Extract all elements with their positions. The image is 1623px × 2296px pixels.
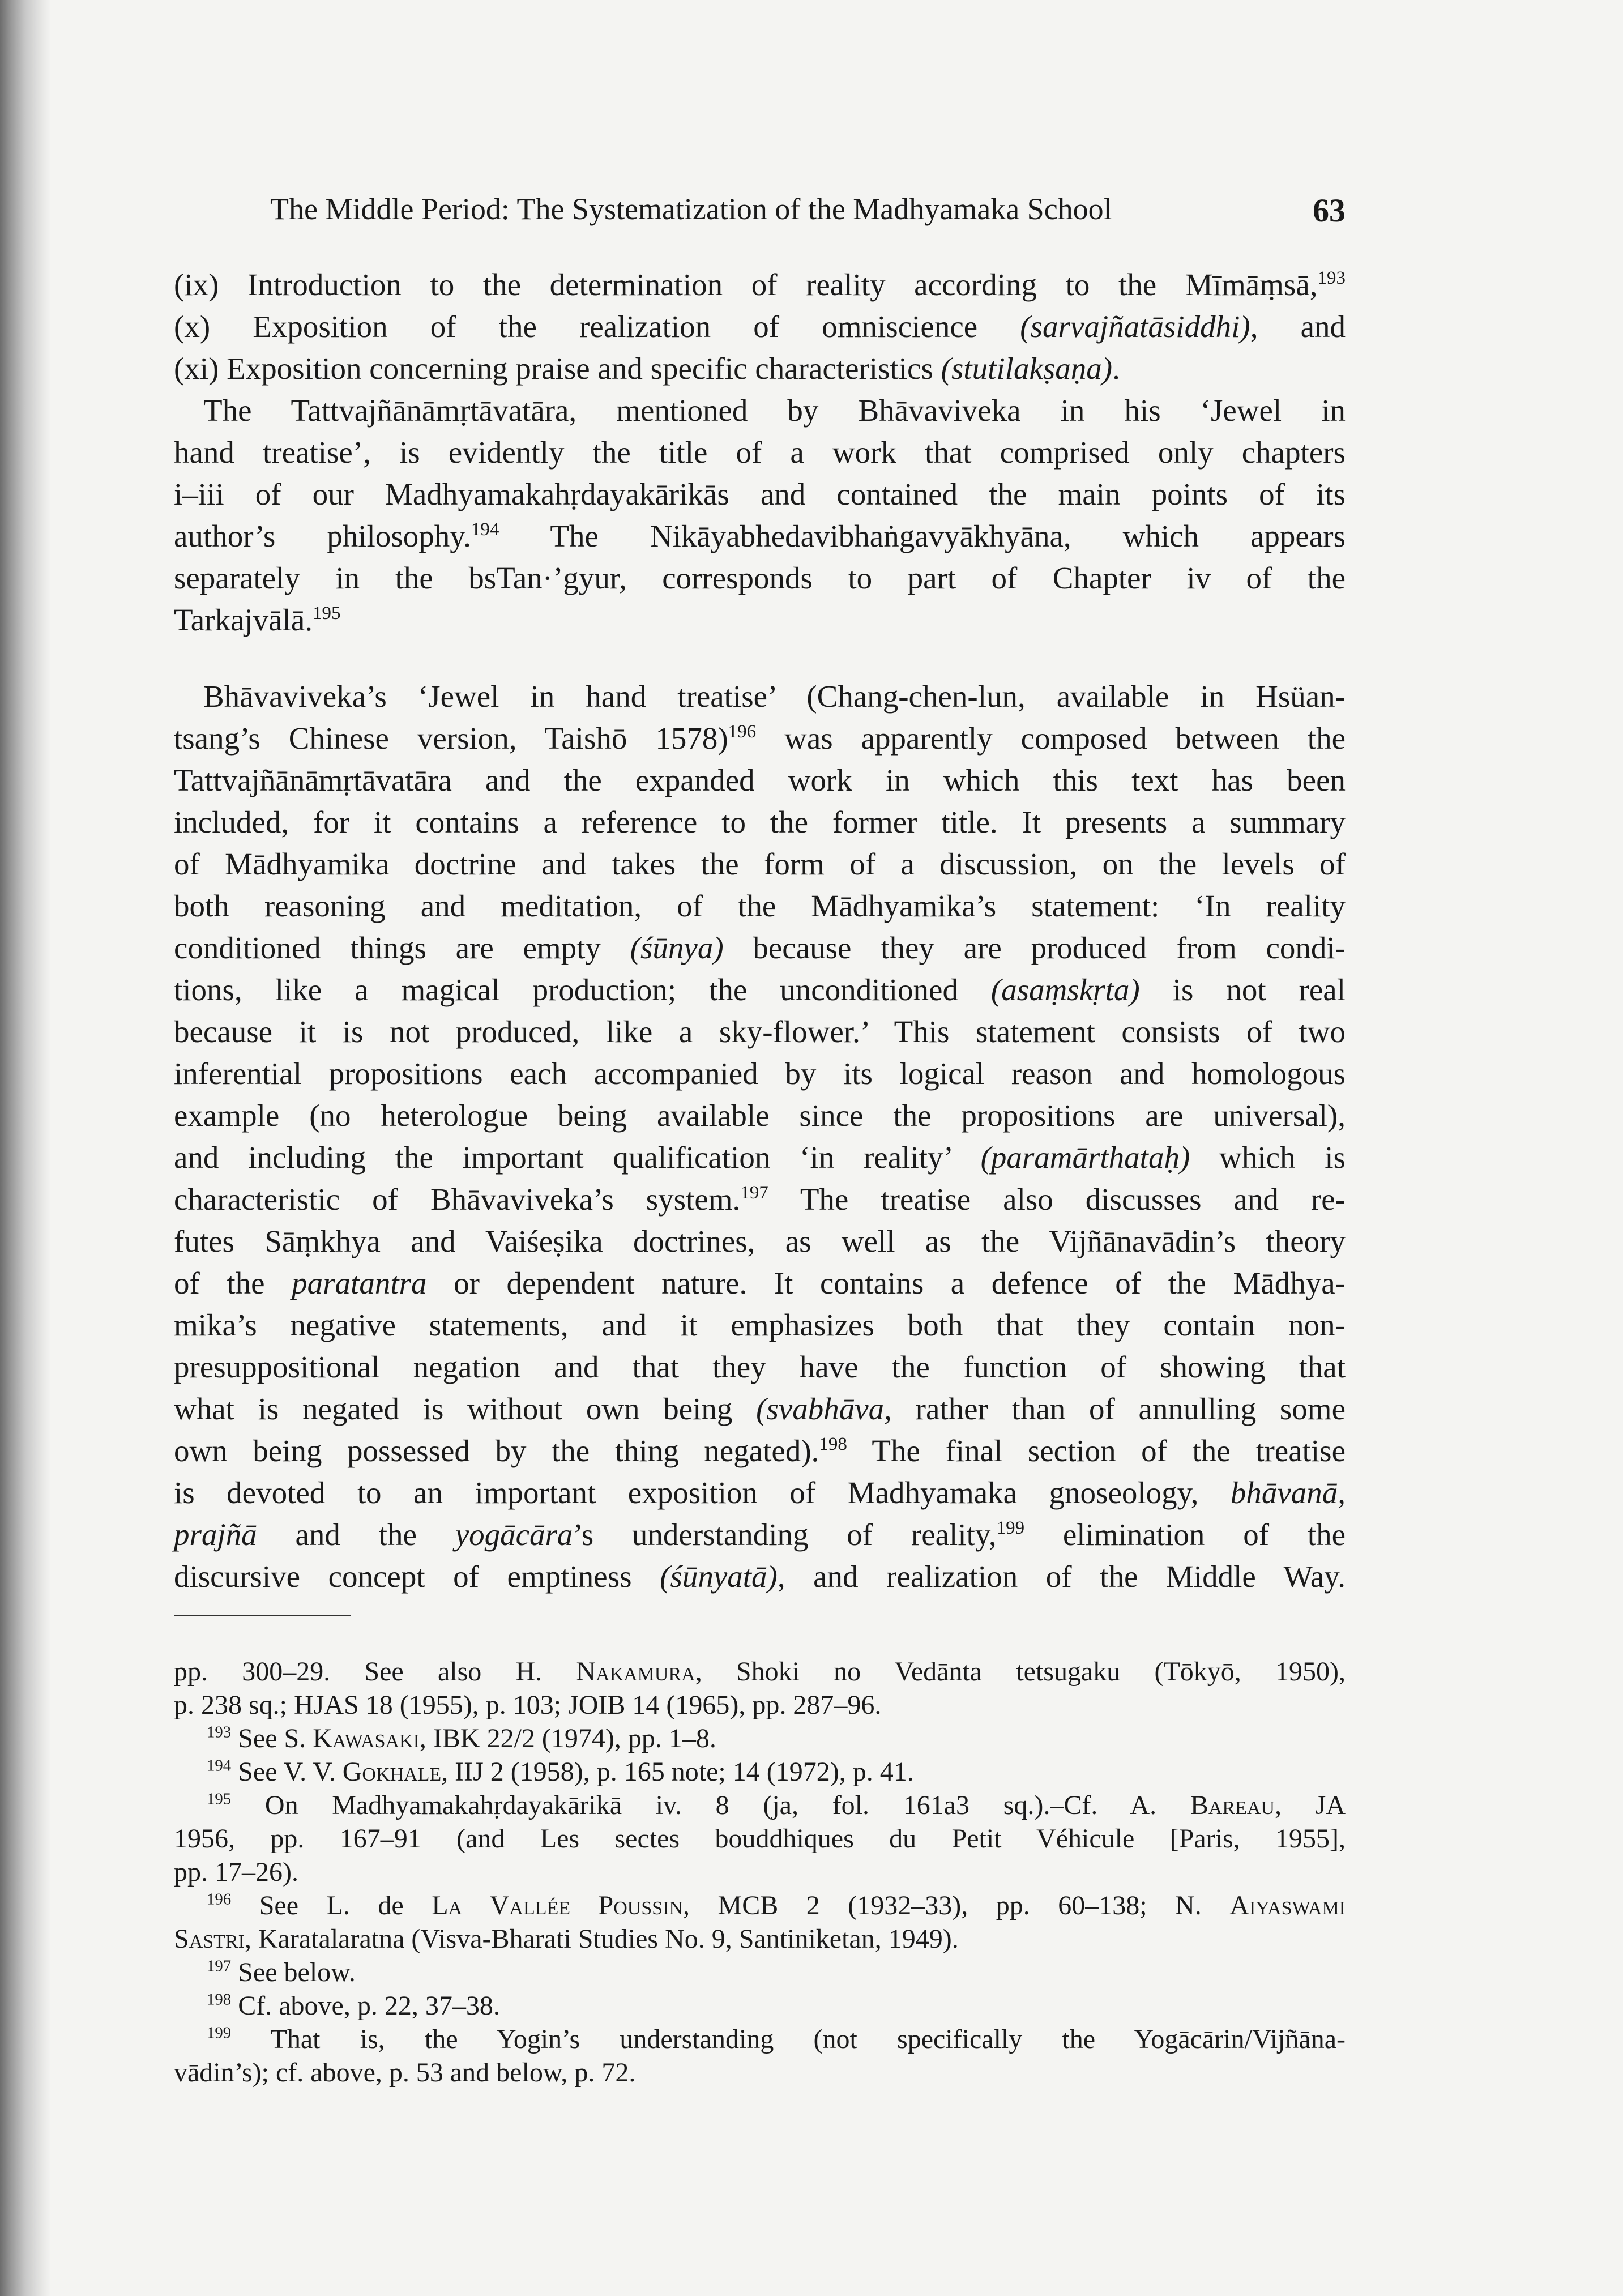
text-line	[174, 1822, 1346, 1855]
text-line	[174, 348, 1346, 390]
text-line	[174, 1053, 1346, 1095]
text-run: and the	[257, 1517, 455, 1552]
text-line	[174, 1889, 1346, 1922]
text-run: mika’s negative statements, and it emphasizes both that they contain non-	[174, 1308, 1346, 1342]
text-run: included, for it contains a reference to the former title. It presents a summary	[174, 805, 1346, 839]
text-run: (ix) Introduction to the determination of reality according to the Mīmāṃsā,	[174, 267, 1318, 302]
text-line	[174, 1755, 1346, 1789]
text-line	[174, 1304, 1346, 1346]
text-run: That is, the Yogin’s understanding (not specifically the Yogācārin/Vijñāna-	[231, 2024, 1346, 2054]
text-line	[174, 969, 1346, 1011]
text-run: because it is not produced, like a sky-flower.’ This statement consists of two	[174, 1014, 1346, 1049]
text-line	[174, 885, 1346, 927]
italic-term: yogācāra	[455, 1517, 573, 1552]
text-line	[174, 390, 1346, 432]
footnote-ref: 197	[207, 1957, 232, 1975]
text-line	[174, 1346, 1346, 1388]
footnotes	[174, 1655, 1346, 2089]
text-run: conditioned things are empty	[174, 931, 630, 965]
text-run: because they are produced from condi-	[723, 931, 1346, 965]
text-run: The treatise also discusses and re-	[768, 1182, 1346, 1217]
text-run: Cf. above, p. 22, 37–38.	[231, 1991, 500, 2021]
text-run: The Tattvajñānāmṛtāvatāra, mentioned by Bhāvaviveka in his ‘Jewel in	[203, 393, 1346, 428]
italic-term: (śūnyatā)	[660, 1559, 778, 1594]
text-line	[174, 1137, 1346, 1179]
author-name: Bareau	[1190, 1790, 1275, 1820]
text-run: both reasoning and meditation, of the Mādhyamika’s statement: ‘In reality	[174, 889, 1346, 923]
text-run: separately in the bsTan·’gyur, corresponds to part of Chapter iv of the	[174, 561, 1346, 595]
running-header	[270, 191, 1346, 229]
book-binding-shadow	[0, 0, 51, 2296]
text-run: tions, like a magical production; the unconditioned	[174, 972, 991, 1007]
footnote-ref: 194	[471, 519, 499, 540]
footnote-ref: 194	[207, 1756, 232, 1775]
text-run: Tarkajvālā.	[174, 603, 313, 637]
text-line	[174, 1220, 1346, 1262]
text-run: See V. V.	[231, 1757, 343, 1787]
text-line	[174, 2022, 1346, 2056]
author-name: Kawasaki	[313, 1723, 420, 1753]
text-run: discursive concept of emptiness	[174, 1559, 660, 1594]
italic-term: (paramārthataḥ)	[980, 1140, 1190, 1175]
italic-term: (asaṃskṛta)	[990, 972, 1140, 1007]
text-line	[174, 1956, 1346, 1989]
author-name: La Vallée Poussin	[432, 1890, 684, 1921]
italic-term: prajñā	[174, 1517, 257, 1552]
text-run: (xi) Exposition concerning praise and specific characteristics	[174, 351, 941, 386]
text-run: hand treatise’, is evidently the title of a work that comprised only chapters	[174, 435, 1346, 470]
footnote-separator	[174, 1615, 351, 1616]
italic-term: bhāvanā,	[1230, 1475, 1346, 1510]
text-run: and including the important qualification ‘in reality’	[174, 1140, 981, 1175]
footnote-ref: 198	[819, 1434, 847, 1455]
text-line	[174, 1655, 1346, 1688]
text-line	[174, 1514, 1346, 1556]
text-run: tsang’s Chinese version, Taishō 1578)	[174, 721, 728, 756]
text-run: futes Sāṃkhya and Vaiśeṣika doctrines, as well as the Vijñānavādin’s theory	[174, 1224, 1346, 1258]
running-title: The Middle Period: The Systematization of the Madhyamaka School	[270, 192, 1112, 226]
text-line	[174, 1556, 1346, 1598]
text-line	[174, 432, 1346, 473]
text-line	[174, 264, 1346, 306]
text-run: rather than of annulling some	[891, 1392, 1346, 1426]
author-name: Nakamura	[576, 1657, 695, 1687]
text-run: of Mādhyamika doctrine and takes the form of a discussion, on the levels of	[174, 847, 1346, 881]
text-line	[174, 927, 1346, 969]
text-line	[174, 1388, 1346, 1430]
text-run: .	[1112, 351, 1120, 386]
text-run: , MCB 2 (1932–33), pp. 60–138; N.	[683, 1890, 1230, 1921]
text-run: author’s philosophy.	[174, 519, 471, 553]
text-line	[174, 1179, 1346, 1220]
text-run: pp. 300–29. See also H.	[174, 1657, 576, 1687]
text-run: elimination of the	[1024, 1517, 1346, 1552]
text-line	[174, 557, 1346, 599]
text-run: The final section of the treatise	[847, 1433, 1346, 1468]
text-line	[174, 1011, 1346, 1053]
page-number: 63	[1313, 192, 1346, 229]
body-paragraph-2	[174, 676, 1346, 1598]
text-run: own being possessed by the thing negated).	[174, 1433, 819, 1468]
text-run: , JA	[1274, 1790, 1346, 1820]
text-line	[174, 1989, 1346, 2022]
text-line	[174, 676, 1346, 718]
text-run: is not real	[1139, 972, 1346, 1007]
text-line	[174, 1789, 1346, 1822]
text-line	[174, 1430, 1346, 1472]
text-line	[174, 515, 1346, 557]
text-line	[174, 1922, 1346, 1956]
text-run: characteristic of Bhāvaviveka’s system.	[174, 1182, 741, 1217]
footnote-ref: 193	[207, 1723, 232, 1742]
text-run: inferential propositions each accompanied by its logical reason and homologous	[174, 1056, 1346, 1091]
text-line	[174, 1855, 1346, 1889]
text-run: Bhāvaviveka’s ‘Jewel in hand treatise’ (Chang-chen-lun, available in Hsüan-	[203, 679, 1346, 714]
author-name: Gokhale	[342, 1757, 442, 1787]
text-run: , IBK 22/2 (1974), pp. 1–8.	[419, 1723, 716, 1753]
author-name: Sastri	[174, 1924, 245, 1954]
text-run: On Madhyamakahṛdayakārikā iv. 8 (ja, fol. 161a3 sq.).–Cf. A.	[231, 1790, 1190, 1820]
footnote-ref: 193	[1317, 268, 1346, 289]
text-run: which is	[1190, 1140, 1346, 1175]
text-line	[174, 1472, 1346, 1514]
text-line	[174, 801, 1346, 843]
footnote-ref: 199	[207, 2024, 232, 2042]
text-line	[174, 759, 1346, 801]
footnote-ref: 195	[207, 1790, 232, 1808]
text-run: pp. 17–26).	[174, 1857, 298, 1887]
text-run: i–iii of our Madhyamakahṛdayakārikās and contained the main points of its	[174, 477, 1346, 511]
text-run: , and realization of the Middle Way.	[777, 1559, 1346, 1594]
text-run: See below.	[231, 1957, 356, 1987]
text-run: vādin’s); cf. above, p. 53 and below, p. 72.	[174, 2058, 636, 2088]
text-line	[174, 473, 1346, 515]
text-run: , Karatalaratna (Visva-Bharati Studies No. 9, Santiniketan, 1949).	[244, 1924, 959, 1954]
text-run: what is negated is without own being	[174, 1392, 757, 1426]
footnote-ref: 195	[313, 603, 341, 624]
body-paragraphs-1	[174, 264, 1346, 641]
text-run: 1956, pp. 167–91 (and Les sectes bouddhiques du Petit Véhicule [Paris, 1955],	[174, 1824, 1346, 1854]
italic-term: (svabhāva,	[756, 1392, 892, 1426]
text-run: , IIJ 2 (1958), p. 165 note; 14 (1972), p. 41.	[441, 1757, 914, 1787]
text-run: is devoted to an important exposition of Madhyamaka gnoseology,	[174, 1475, 1231, 1510]
text-run: (x) Exposition of the realization of omniscience	[174, 309, 1020, 344]
italic-term: (śūnya)	[630, 931, 724, 965]
italic-term: (sarvajñatāsiddhi)	[1020, 309, 1250, 344]
text-line	[174, 1722, 1346, 1755]
text-run: presuppositional negation and that they have the function of showing that	[174, 1350, 1346, 1384]
footnote-ref: 197	[740, 1183, 768, 1204]
text-run: of the	[174, 1266, 292, 1300]
text-line	[174, 718, 1346, 759]
footnote-ref: 196	[728, 722, 757, 742]
footnote-ref: 198	[207, 1990, 232, 2009]
text-line	[174, 1262, 1346, 1304]
text-run: , and	[1250, 309, 1346, 344]
text-line	[174, 2056, 1346, 2089]
footnote-ref: 196	[207, 1890, 232, 1909]
text-run: was apparently composed between the	[756, 721, 1346, 756]
footnote-ref: 199	[996, 1518, 1025, 1539]
text-run: , Shoki no Vedānta tetsugaku (Tōkyō, 1950),	[695, 1657, 1346, 1687]
text-run: example (no heterologue being available since the propositions are universal),	[174, 1098, 1346, 1133]
text-line	[174, 1095, 1346, 1137]
author-name: Aiyaswami	[1229, 1890, 1346, 1921]
text-line	[174, 1688, 1346, 1722]
text-line	[174, 306, 1346, 348]
text-run: The Nikāyabhedavibhaṅgavyākhyāna, which appears	[499, 519, 1346, 553]
text-run: ’s understanding of reality,	[573, 1517, 997, 1552]
text-run: See L. de	[231, 1890, 432, 1921]
text-line	[174, 843, 1346, 885]
text-run: or dependent nature. It contains a defence of the Mādhya-	[426, 1266, 1346, 1300]
text-run: See S.	[231, 1723, 313, 1753]
text-run: p. 238 sq.; HJAS 18 (1955), p. 103; JOIB 14 (1965), pp. 287–96.	[174, 1690, 882, 1720]
italic-term: paratantra	[292, 1266, 427, 1300]
text-run: Tattvajñānāmṛtāvatāra and the expanded work in which this text has been	[174, 763, 1346, 797]
text-line	[174, 599, 1346, 641]
italic-term: (stutilakṣaṇa)	[941, 351, 1113, 386]
